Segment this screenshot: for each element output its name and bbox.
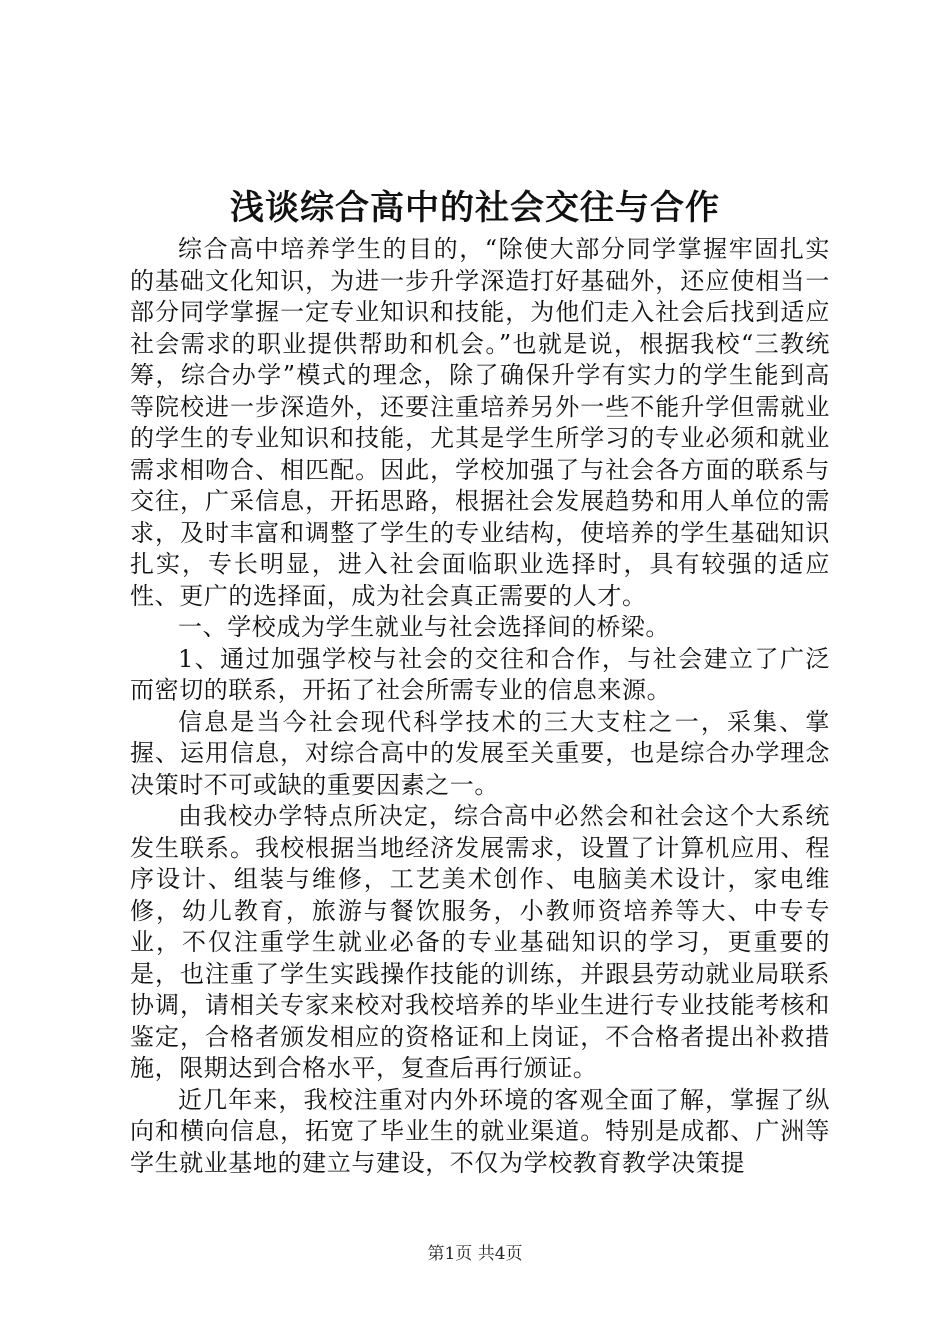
paragraph-recent-years: 近几年来，我校注重对内外环境的客观全面了解，掌握了纵向和横向信息，拓宽了毕业生的就业渠道。特别是成都、广洲等学生就业基地的建立与建设，不仅为学校教育教学决策提 xyxy=(130,1085,830,1177)
document-title: 浅谈综合高中的社会交往与合作 xyxy=(230,188,720,228)
page-number-footer: 第1页 共4页 xyxy=(427,1244,523,1264)
document-body xyxy=(130,234,830,1179)
paragraph-information: 信息是当今社会现代科学技术的三大支柱之一，采集、掌握、运用信息，对综合高中的发展至关重要，也是综合办学理念决策时不可或缺的重要因素之一。 xyxy=(130,707,830,799)
subsection-heading-1: 1、通过加强学校与社会的交往和合作，与社会建立了广泛而密切的联系，开拓了社会所需专业的信息来源。 xyxy=(130,644,830,704)
paragraph-school-features: 由我校办学特点所决定，综合高中必然会和社会这个大系统发生联系。我校根据当地经济发展需求，设置了计算机应用、程序设计、组装与维修，工艺美术创作、电脑美术设计，家电维修，幼儿教育，旅游与餐饮服务，小教师资培养等大、中专专业，不仅注重学生就业必备的专业基础知识的学习，更重要的是，也注重了学生实践操作技能的训练，并跟县劳动就业局联系协调，请相关专家来校对我校培养的毕业生进行专业技能考核和鉴定，合格者颁发相应的资格证和上岗证，不合格者提出补救措施，限期达到合格水平，复查后再行颁证。 xyxy=(130,802,830,1082)
paragraph-intro: 综合高中培养学生的目的，“除使大部分同学掌握牢固扎实的基础文化知识，为进一步升学深造打好基础外，还应使相当一部分同学掌握一定专业知识和技能，为他们走入社会后找到适应社会需求的职业提供帮助和机会。”也就是说，根据我校“三教统筹，综合办学”模式的理念，除了确保升学有实力的学生能到高等院校进一步深造外，还要注重培养另外一些不能升学但需就业的学生的专业知识和技能，尤其是学生所学习的专业必须和就业需求相吻合、相匹配。因此，学校加强了与社会各方面的联系与交往，广采信息，开拓思路，根据社会发展趋势和用人单位的需求，及时丰富和调整了学生的专业结构，使培养的学生基础知识扎实，专长明显，进入社会面临职业选择时，具有较强的适应性、更广的选择面，成为社会真正需要的人才。 xyxy=(130,235,830,610)
section-heading-1: 一、学校成为学生就业与社会选择间的桥梁。 xyxy=(178,613,670,641)
